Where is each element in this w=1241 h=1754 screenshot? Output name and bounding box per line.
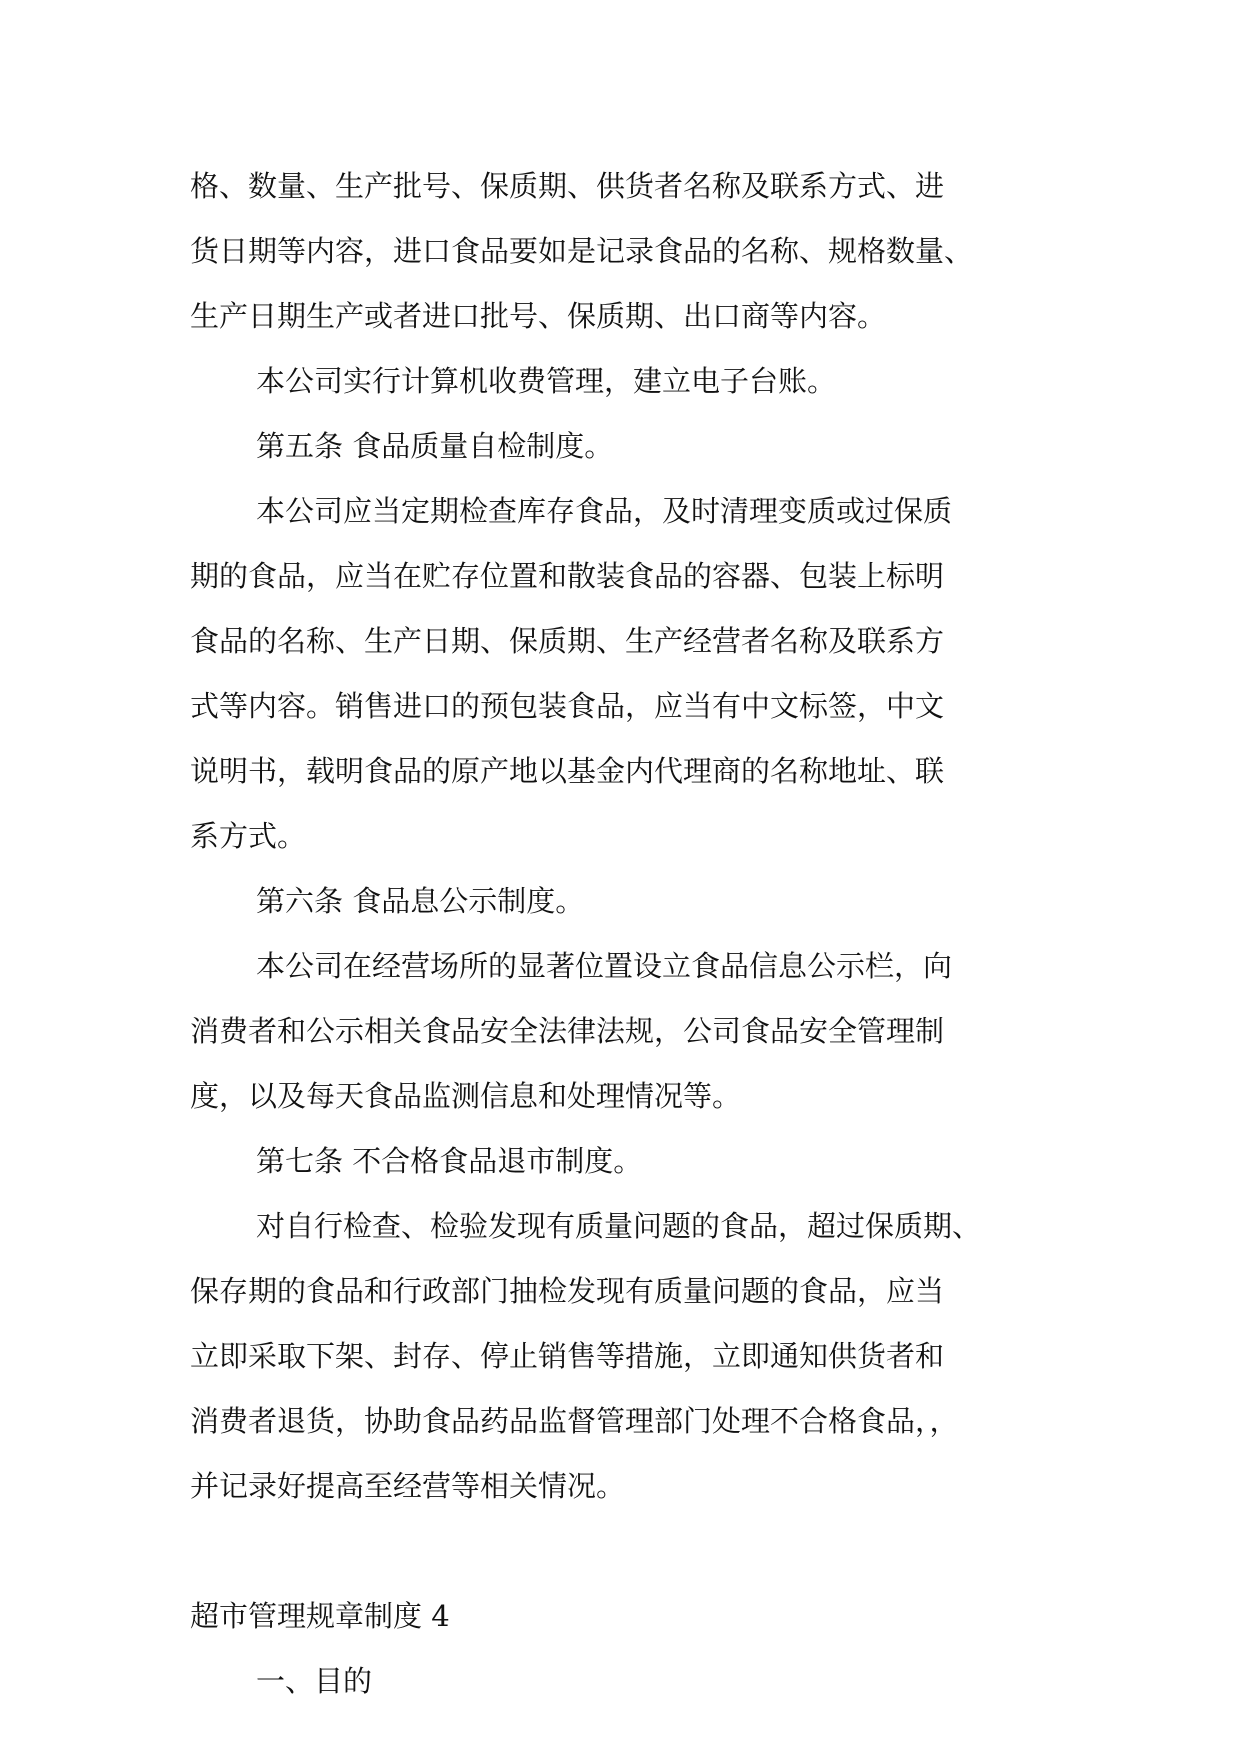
paragraph-self-inspection [190, 479, 1060, 869]
text-line: 食品的名称、生产日期、保质期、生产经营者名称及联系方 [190, 624, 945, 658]
document-body [190, 154, 1060, 1714]
paragraph-record-details [190, 154, 1060, 349]
text-line: 生产日期生产或者进口批号、保质期、出口商等内容。 [190, 299, 887, 333]
article-heading: 第六条 食品息公示制度。 [256, 884, 585, 918]
text-line: 期的食品，应当在贮存位置和散装食品的容器、包装上标明 [190, 559, 945, 593]
text-line: 本公司应当定期检查库存食品，及时清理变质或过保质 [256, 494, 953, 528]
text-line: 货日期等内容，进口食品要如是记录食品的名称、规格数量、 [190, 234, 974, 268]
paragraph-electronic-ledger [190, 349, 1060, 414]
text-line: 并记录好提高至经营等相关情况。 [190, 1469, 626, 1503]
text-line: 立即采取下架、封存、停止销售等措施，立即通知供货者和 [190, 1339, 945, 1373]
text-line: 格、数量、生产批号、保质期、供货者名称及联系方式、进 [190, 169, 945, 203]
paragraph-unqualified-recall [190, 1194, 1060, 1519]
article-7-heading [190, 1129, 1060, 1194]
text-line: 度，以及每天食品监测信息和处理情况等。 [190, 1079, 742, 1113]
text-line: 本公司实行计算机收费管理，建立电子台账。 [256, 364, 837, 398]
article-heading: 第七条 不合格食品退市制度。 [256, 1144, 643, 1178]
text-line: 对自行检查、检验发现有质量问题的食品，超过保质期、 [256, 1209, 982, 1243]
text-line: 说明书，载明食品的原产地以基金内代理商的名称地址、联 [190, 754, 945, 788]
text-line: 消费者和公示相关食品安全法律法规，公司食品安全管理制 [190, 1014, 945, 1048]
text-line: 本公司在经营场所的显著位置设立食品信息公示栏，向 [256, 949, 953, 983]
text-line: 式等内容。销售进口的预包装食品，应当有中文标签，中文 [190, 689, 945, 723]
blank-line [190, 1519, 1060, 1584]
text-line: 消费者退货，协助食品药品监督管理部门处理不合格食品，， [190, 1404, 959, 1438]
section-title: 超市管理规章制度 4 [190, 1599, 450, 1633]
paragraph-information-disclosure [190, 934, 1060, 1129]
article-6-heading [190, 869, 1060, 934]
article-5-heading [190, 414, 1060, 479]
text-line: 保存期的食品和行政部门抽检发现有质量问题的食品，应当 [190, 1274, 945, 1308]
text-line: 系方式。 [190, 819, 307, 853]
article-heading: 第五条 食品质量自检制度。 [256, 429, 614, 463]
subheading: 一、目的 [256, 1664, 373, 1698]
